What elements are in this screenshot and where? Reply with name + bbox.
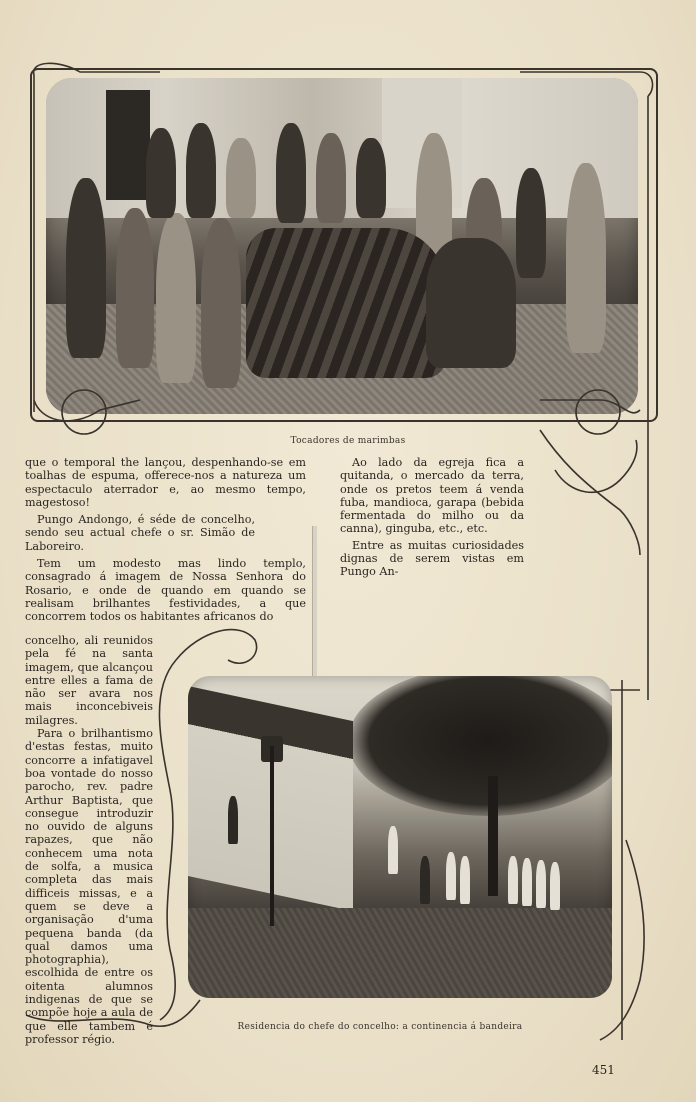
- photo-person: [388, 826, 398, 874]
- photo-figure: [356, 138, 386, 218]
- photo-person: [228, 796, 238, 844]
- photo-figure: [116, 208, 154, 368]
- photo-figure: [316, 133, 346, 223]
- paragraph: Tem um modesto mas lindo templo, consagrado á imagem de Nossa Senhora do Rosario, e onde de quando em quando se realisam brilhantes festividades, a que concorrem todos os habitantes africanos do: [25, 557, 306, 624]
- photo-person: [446, 852, 456, 900]
- paragraph: Entre as muitas curiosidades dignas de serem vistas em Pungo An-: [340, 538, 524, 579]
- marimba-instrument: [246, 228, 446, 378]
- photo-person: [550, 862, 560, 910]
- photo-figure: [226, 138, 256, 218]
- bottom-photo-caption: Residencia do chefe do concelho: a continencia á bandeira: [237, 1022, 523, 1032]
- photo-door: [106, 90, 150, 200]
- photo-seated-player: [426, 238, 516, 368]
- paragraph: concelho, ali reunidos pela fé na santa imagem, que alcançou entre elles a fama de não ser avara nos mais inconcebiveis milagres.: [25, 634, 153, 727]
- photo-figure: [156, 213, 196, 383]
- photo-road: [188, 908, 612, 998]
- right-column: [340, 456, 524, 579]
- photo-figure: [186, 123, 216, 218]
- paragraph: Pungo Andongo, é séde de concelho, sendo seu actual chefe o sr. Simão de Laboreiro.: [25, 513, 255, 553]
- photo-figure: [66, 178, 106, 358]
- photo-figure: [276, 123, 306, 223]
- narrow-column: [25, 634, 153, 1046]
- paragraph: Ao lado da egreja fica a quitanda, o mercado da terra, onde os pretos teem á venda fuba, mandioca, garapa (bebida fermentada do milho ou da canna), ginguba, etc., etc.: [340, 456, 524, 536]
- photo-lamp-post: [270, 746, 274, 926]
- residence-photo: [188, 676, 612, 998]
- photo-person: [508, 856, 518, 904]
- photo-tree-trunk: [488, 776, 498, 896]
- photo-person: [536, 860, 546, 908]
- photo-figure: [566, 163, 606, 353]
- paragraph: Para o brilhantismo d'estas festas, muito concorre a infatigavel boa vontade do nosso parocho, rev. padre Arthur Baptista, que consegue introduzir no ouvido de alguns rapazes, que não conhecem uma nota de solfa, a musica completa das mais difficeis missas, e a quem se deve a organisação d'uma pequena banda (da qual damos uma photographia), escolhida de entre os oitenta alumnos indigenas de que se compõe hoje a aula de que elle tambem é professor régio.: [25, 727, 153, 1046]
- photo-figure: [146, 128, 176, 218]
- photo-person: [460, 856, 470, 904]
- page-number: 451: [592, 1063, 615, 1077]
- photo-person: [522, 858, 532, 906]
- left-column: [25, 456, 306, 624]
- photo-figure: [201, 218, 241, 388]
- top-photo-caption: Tocadores de marimbas: [290, 436, 406, 446]
- photo-figure: [516, 168, 546, 278]
- photo-person: [420, 856, 430, 904]
- paragraph: que o temporal the lançou, despenhando-se em toalhas de espuma, offerece-nos a natureza um espectaculo aterrador e, ao mesmo tempo, magestoso!: [25, 456, 306, 509]
- marimba-players-photo: [46, 78, 638, 414]
- photo-tree-canopy: [348, 676, 612, 816]
